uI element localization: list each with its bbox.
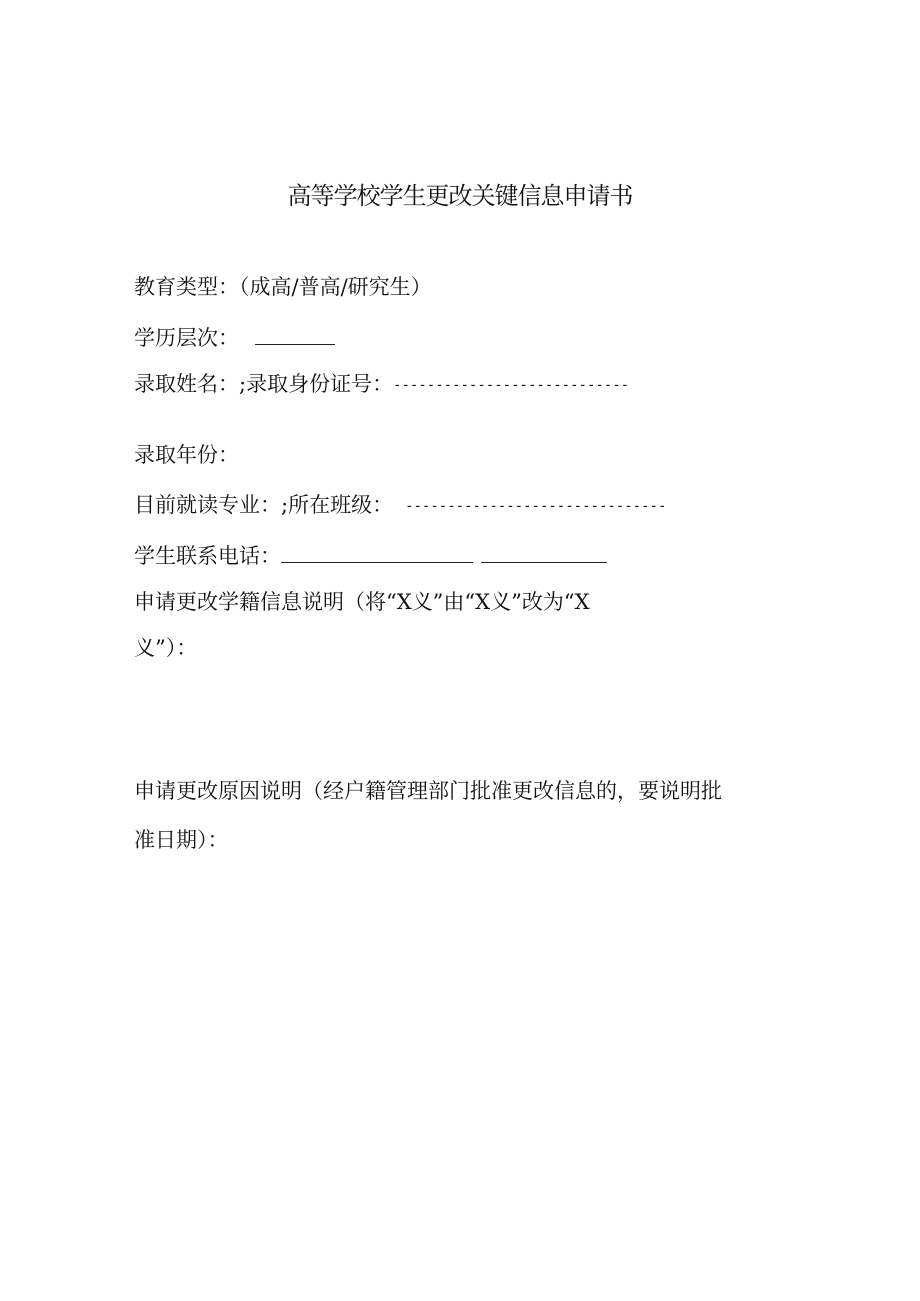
- change-reason-line-2: 准日期）：: [134, 828, 229, 852]
- document-title: 高等学校学生更改关键信息申请书: [287, 182, 633, 210]
- class-label: 所在班级：: [288, 493, 394, 517]
- phone-label: 学生联系电话：: [134, 544, 281, 568]
- class-blank[interactable]: -------------------------------: [405, 498, 667, 515]
- education-level-row: [134, 323, 335, 353]
- admission-year-label: 录取年份：: [134, 443, 239, 467]
- education-type-label: 教育类型：: [134, 275, 239, 299]
- change-reason-line-1: 申请更改原因说明（经户籍管理部门批准更改信息的，要说明批: [134, 779, 722, 803]
- education-level-blank[interactable]: [255, 324, 335, 345]
- change-info-line-1: 申请更改学籍信息说明（将“X义”由“X义”改为“X: [134, 590, 590, 614]
- admission-id-label: 录取身份证号：: [246, 372, 394, 396]
- education-type-row: [134, 272, 432, 302]
- education-type-options: （成高/普高/研究生）: [239, 275, 432, 299]
- phone-blank-2[interactable]: [481, 542, 607, 563]
- admission-year-row: [134, 440, 239, 470]
- major-label: 目前就读专业：: [134, 493, 281, 517]
- major-separator: ;: [281, 493, 289, 517]
- change-info-line-2: 义”）：: [134, 636, 198, 660]
- admission-id-blank[interactable]: ----------------------------: [393, 377, 630, 394]
- phone-blank-1[interactable]: [281, 542, 473, 563]
- major-row: [134, 490, 666, 522]
- admission-name-separator: ;: [239, 372, 247, 396]
- admission-name-row: [134, 369, 629, 401]
- education-level-label: 学历层次：: [134, 326, 239, 350]
- phone-row: [134, 541, 607, 571]
- admission-name-label: 录取姓名：: [134, 372, 239, 396]
